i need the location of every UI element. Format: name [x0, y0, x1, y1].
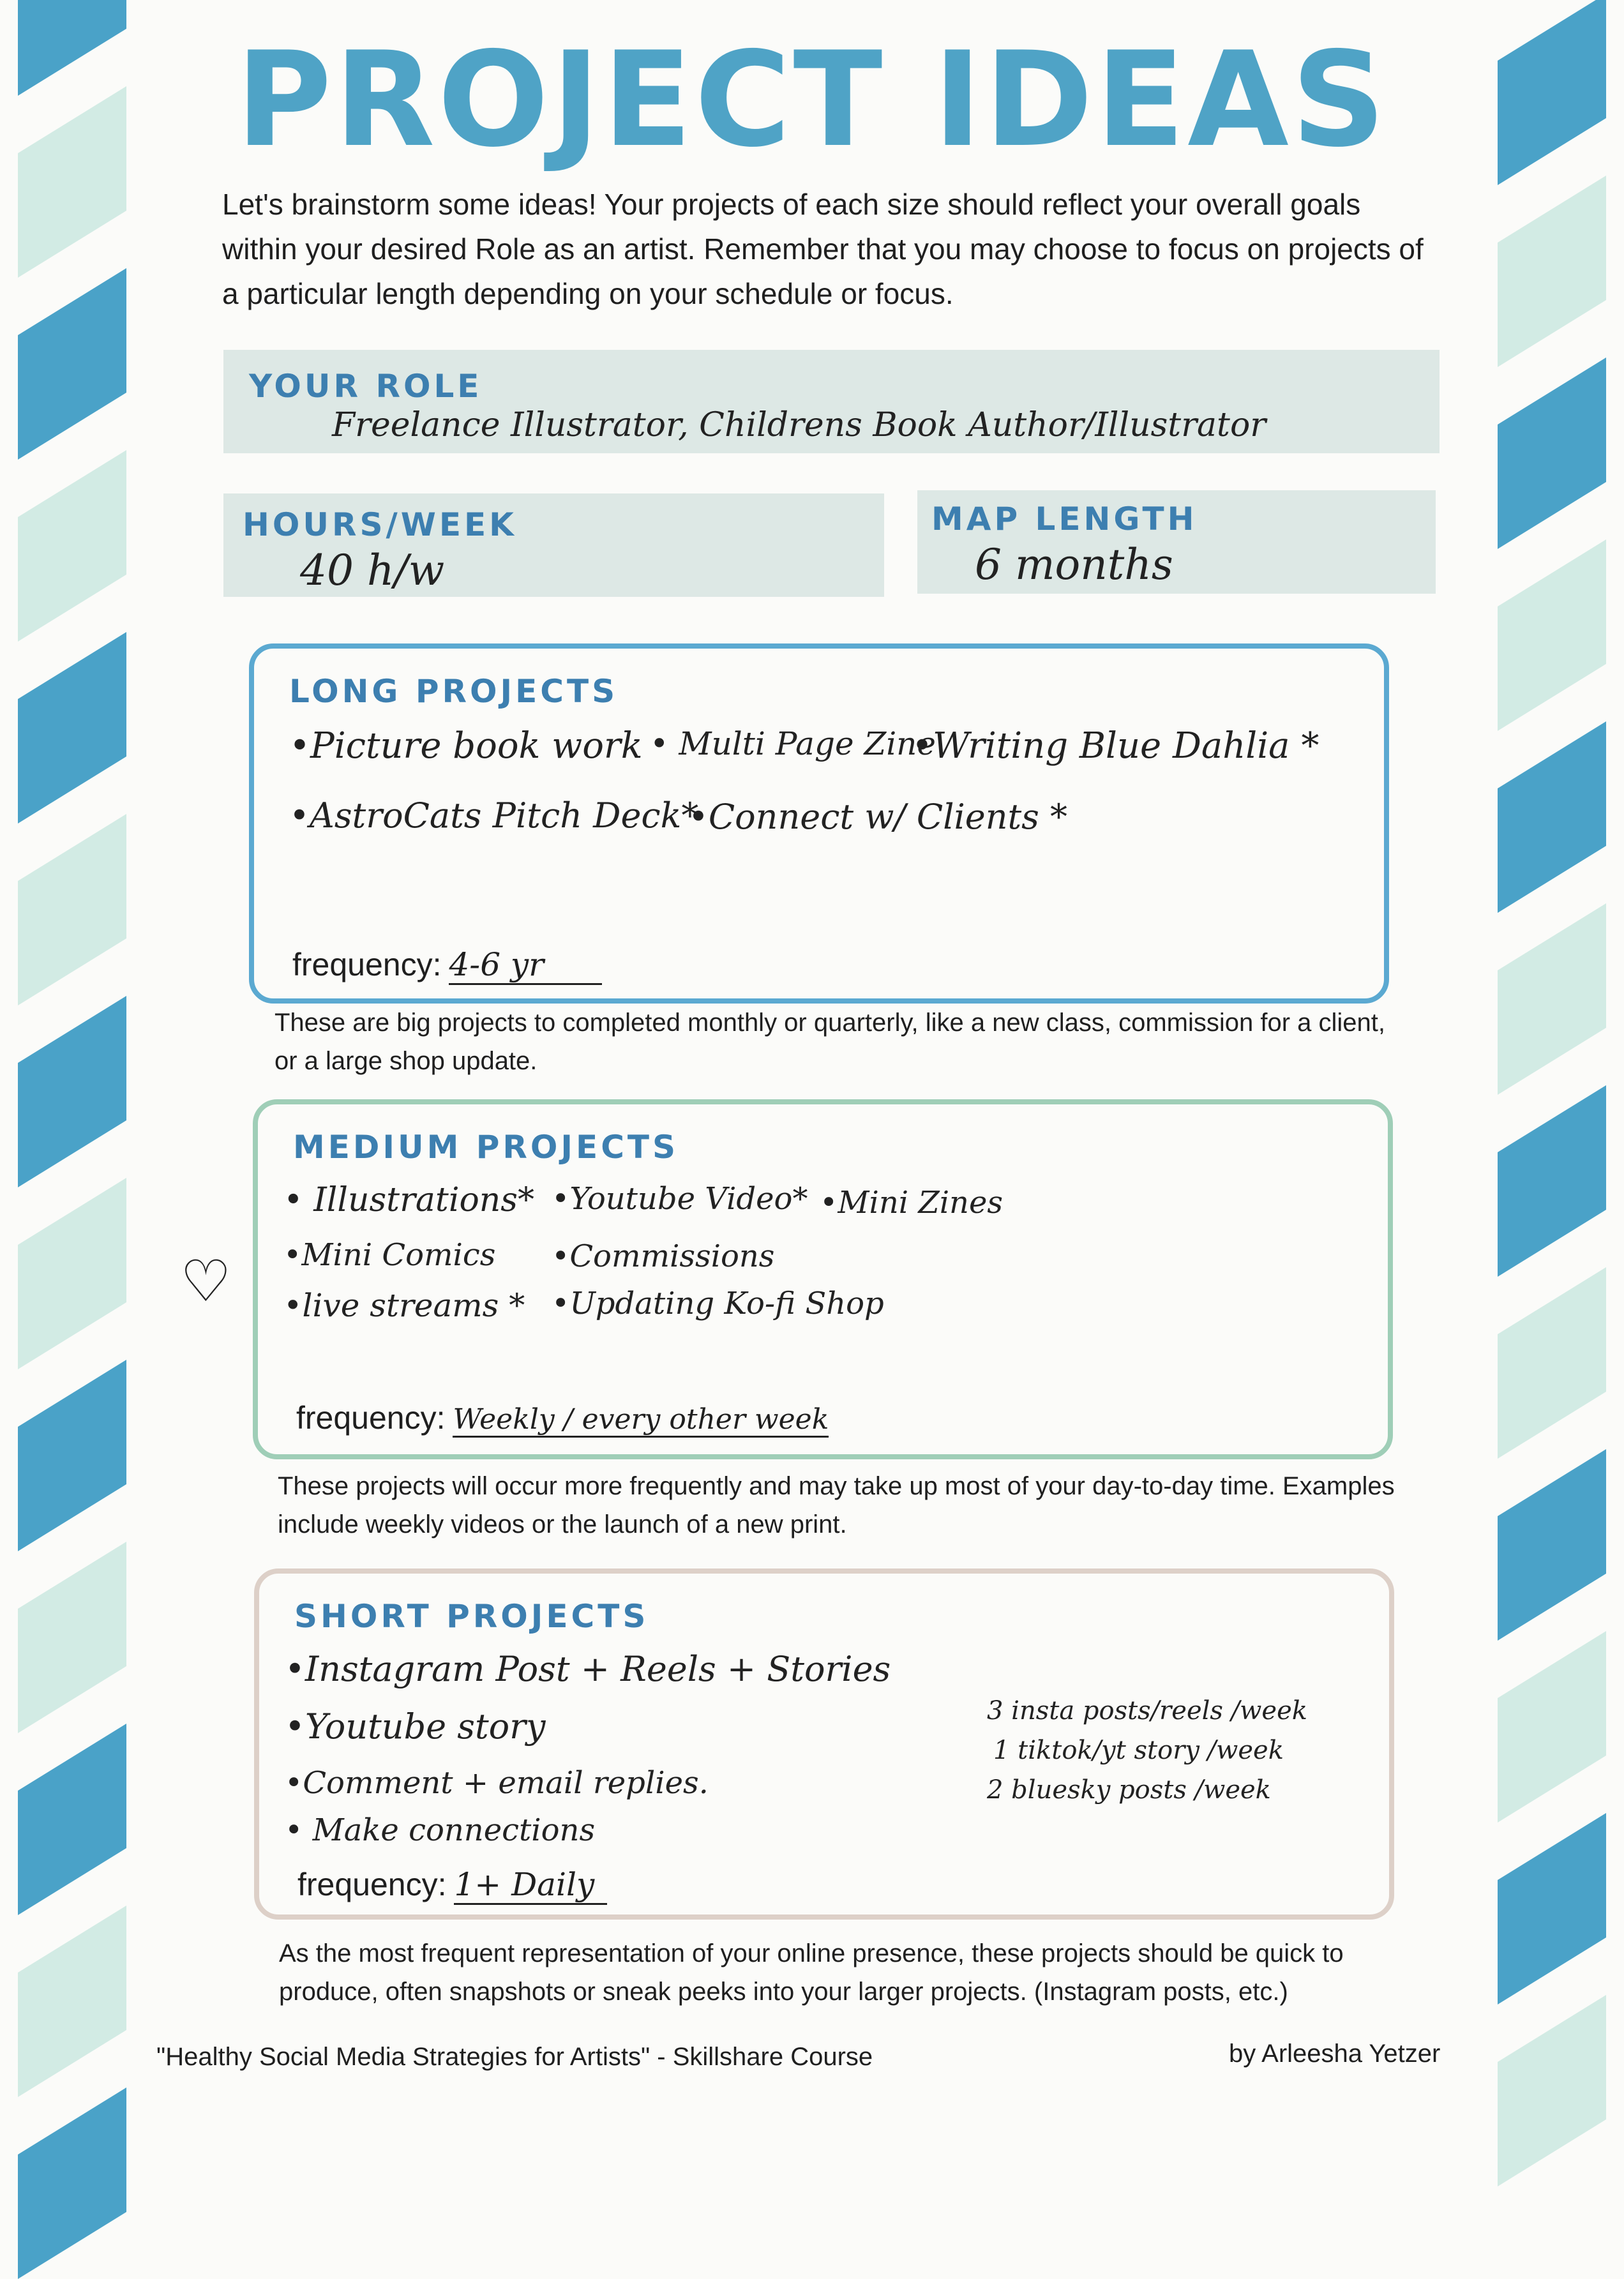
diagonal-stripe — [18, 632, 126, 824]
short-item: •Youtube story — [285, 1706, 546, 1747]
short-frequency — [297, 1866, 607, 1905]
long-item: •Connect w/ Clients * — [688, 797, 1068, 837]
long-item: •AstroCats Pitch Deck* — [289, 795, 699, 836]
diagonal-stripe — [1498, 357, 1606, 549]
diagonal-stripe — [1498, 1085, 1606, 1277]
diagonal-stripe — [18, 996, 126, 1187]
diagonal-stripe — [1498, 539, 1606, 731]
long-item: •Writing Blue Dahlia * — [912, 725, 1320, 767]
medium-frequency-value: Weekly / every other week — [453, 1403, 829, 1438]
hours-label: HOURS/WEEK — [243, 506, 517, 543]
frequency-label: frequency: — [292, 947, 442, 982]
medium-item: •Updating Ko-fi Shop — [552, 1286, 884, 1321]
medium-description: These projects will occur more frequently and may take up most of your day-to-day time. Examples include weekly videos or the launch of a new print. — [278, 1472, 1395, 1538]
short-frequency-value: 1+ Daily — [454, 1866, 607, 1905]
diagonal-stripe — [18, 1906, 126, 2097]
footer-author: by Arleesha Yetzer — [1229, 2040, 1441, 2068]
diagonal-stripe — [1498, 721, 1606, 913]
long-item: •Picture book work — [289, 725, 643, 767]
diagonal-stripe — [18, 2087, 126, 2279]
footer-course: "Healthy Social Media Strategies for Artists" - Skillshare Course — [156, 2043, 873, 2071]
short-note: 2 bluesky posts /week — [987, 1775, 1271, 1805]
diagonal-stripe — [18, 1178, 126, 1369]
right-stripe-border — [1498, 0, 1606, 2104]
diagonal-stripe — [1498, 903, 1606, 1095]
frequency-label: frequency: — [296, 1400, 446, 1436]
medium-item: •Youtube Video* — [552, 1181, 808, 1217]
diagonal-stripe — [18, 1360, 126, 1551]
medium-item: • Illustrations* — [283, 1181, 534, 1219]
diagonal-stripe — [18, 450, 126, 642]
diagonal-stripe — [1498, 1631, 1606, 1823]
diagonal-stripe — [1498, 176, 1606, 367]
frequency-label: frequency: — [297, 1867, 447, 1902]
diagonal-stripe — [18, 1542, 126, 1733]
medium-item: •Commissions — [552, 1238, 775, 1274]
short-description: As the most frequent representation of your online presence, these projects should be quick to produce, often snapshots or sneak peeks into your larger projects. (Instagram posts, etc.) — [279, 1939, 1344, 2006]
long-frequency — [292, 946, 602, 985]
medium-frequency — [296, 1399, 829, 1438]
medium-item: •live streams * — [283, 1287, 525, 1324]
role-field — [223, 350, 1440, 453]
hours-field — [223, 493, 884, 597]
page-title: PROJECT IDEAS — [236, 24, 1388, 176]
short-note: 3 insta posts/reels /week — [987, 1696, 1307, 1726]
diagonal-stripe — [1498, 1995, 1606, 2186]
diagonal-stripe — [1498, 1813, 1606, 2004]
diagonal-stripe — [18, 814, 126, 1005]
map-length-field — [917, 490, 1436, 594]
diagonal-stripe — [1498, 1449, 1606, 1641]
long-item: • Multi Page Zine — [650, 725, 936, 762]
short-projects-box — [254, 1568, 1394, 1920]
medium-projects-box — [253, 1099, 1393, 1459]
role-label: YOUR ROLE — [249, 368, 483, 405]
short-note: 1 tiktok/yt story /week — [993, 1736, 1284, 1765]
diagonal-stripe — [1498, 1267, 1606, 1459]
long-frequency-value: 4-6 yr — [449, 946, 602, 985]
medium-item: •Mini Zines — [820, 1185, 1003, 1221]
long-projects-box — [249, 643, 1389, 1004]
map-length-label: MAP LENGTH — [931, 500, 1198, 538]
intro-text: Let's brainstorm some ideas! Your projects of each size should reflect your overall goals within your desired Role as an artist. Remember that you may choose to focus on projects of a particular length depending on your schedule or focus. — [222, 188, 1424, 310]
role-value: Freelance Illustrator, Childrens Book Author/Illustrator — [332, 406, 1267, 444]
diagonal-stripe — [18, 268, 126, 460]
map-length-value: 6 months — [975, 540, 1173, 589]
hours-value: 40 h/w — [300, 546, 445, 595]
diagonal-stripe — [18, 1724, 126, 1915]
heart-doodle-icon: ♡ — [180, 1250, 232, 1314]
left-stripe-border — [18, 0, 126, 2104]
medium-projects-label: MEDIUM PROJECTS — [293, 1129, 679, 1166]
long-projects-label: LONG PROJECTS — [289, 673, 619, 710]
medium-item: •Mini Comics — [283, 1237, 496, 1273]
short-item: •Instagram Post + Reels + Stories — [285, 1649, 891, 1689]
long-description: These are big projects to completed monthly or quarterly, like a new class, commission for a client, or a large shop update. — [274, 1009, 1385, 1075]
short-item: • Make connections — [285, 1812, 596, 1848]
short-projects-label: SHORT PROJECTS — [294, 1598, 649, 1635]
short-item: •Comment + email replies. — [285, 1765, 709, 1801]
